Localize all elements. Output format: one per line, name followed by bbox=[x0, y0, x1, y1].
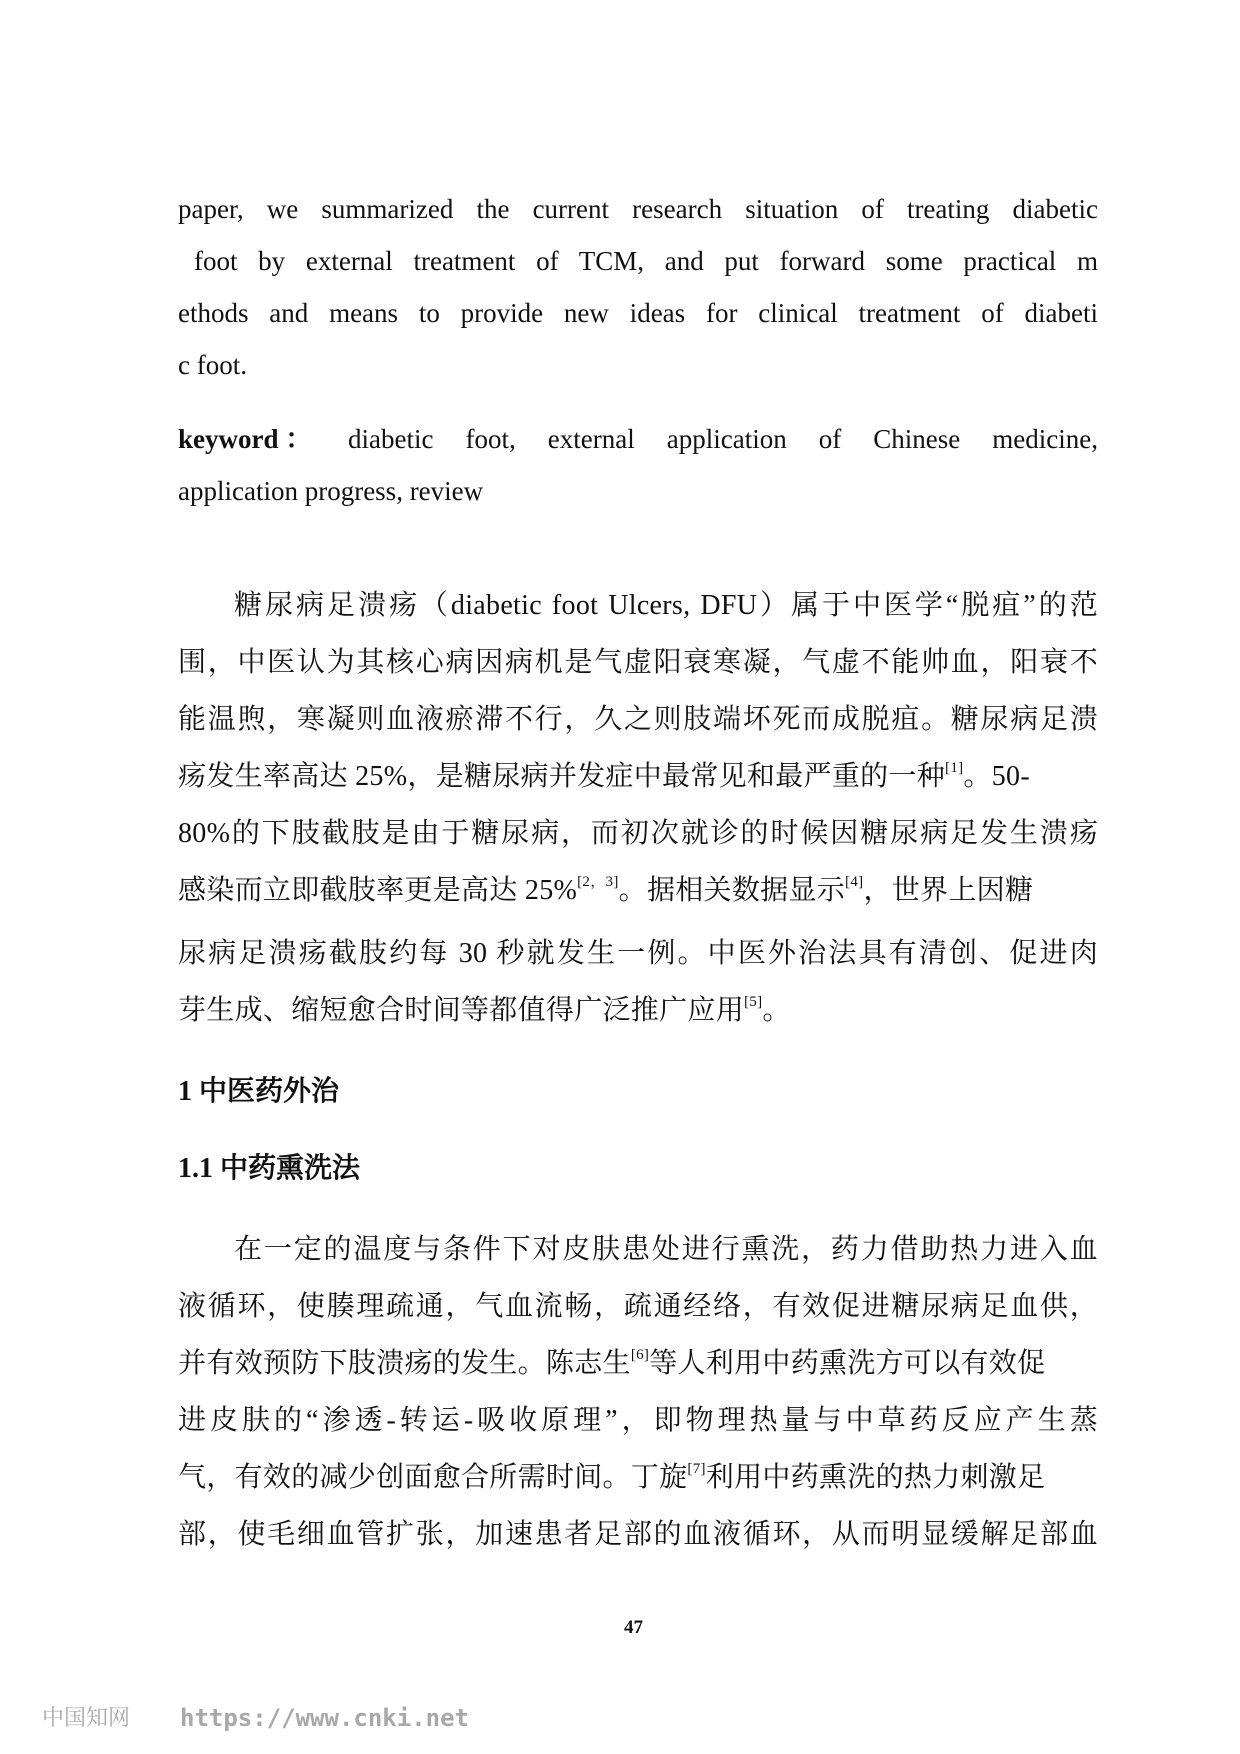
intro-line-6 bbox=[178, 874, 1098, 906]
citation-7: [7] bbox=[687, 1461, 706, 1477]
section-1-heading: 1 中医药外治 bbox=[178, 1076, 340, 1107]
section-1-1-heading: 1.1 中药熏洗法 bbox=[178, 1153, 361, 1184]
intro-line-4a: 疡发生率高达 25%，是糖尿病并发症中最常见和最严重的一种 bbox=[178, 761, 946, 792]
citation-5: [5] bbox=[744, 994, 763, 1010]
watermark-site-name: 中国知网 bbox=[42, 1706, 131, 1731]
keyword-line-1: diabetic foot, external application of Chinese medicine, bbox=[348, 424, 1098, 454]
abstract-line-4: c foot. bbox=[178, 350, 247, 380]
para11-line-5b: 利用中药熏洗的热力刺激足 bbox=[705, 1462, 1046, 1493]
intro-line-8 bbox=[178, 994, 791, 1026]
page-number: 47 bbox=[624, 1617, 643, 1638]
intro-line-2: 围，中医认为其核心病因病机是气虚阳衰寒凝，气虚不能帅血，阳衰不 bbox=[178, 647, 1098, 678]
para11-line-5a: 气，有效的减少创面愈合所需时间。丁旋 bbox=[178, 1462, 688, 1493]
intro-line-8a: 芽生成、缩短愈合时间等都值得广泛推广应用 bbox=[178, 995, 745, 1026]
para11-line-3 bbox=[178, 1347, 1098, 1379]
citation-6: [6] bbox=[630, 1347, 650, 1363]
watermark-url[interactable]: https://www.cnki.net bbox=[180, 1704, 469, 1732]
keyword-label bbox=[178, 426, 312, 453]
citation-2-3: [2，3] bbox=[577, 874, 619, 890]
intro-line-5: 80%的下肢截肢是由于糖尿病，而初次就诊的时候因糖尿病足发生溃疡 bbox=[178, 818, 1098, 849]
citation-4: [4] bbox=[845, 874, 864, 890]
para11-line-3b: 等人利用中药熏洗方可以有效促 bbox=[649, 1348, 1046, 1379]
keyword-label-text: keyword ： bbox=[178, 424, 313, 454]
abstract-line-1: paper, we summarized the current research situation of treating diabetic bbox=[178, 194, 1098, 224]
para11-line-6: 部，使毛细血管扩张，加速患者足部的血液循环，从而明显缓解足部血 bbox=[178, 1519, 1098, 1550]
para11-line-1: 在一定的温度与条件下对皮肤患处进行熏洗，药力借助热力进入血 bbox=[234, 1234, 1098, 1265]
intro-line-6a: 感染而立即截肢率更是高达 25% bbox=[178, 875, 578, 906]
keyword-line-2: application progress, review bbox=[178, 476, 484, 506]
intro-line-6b: 。据相关数据显示 bbox=[618, 875, 846, 906]
intro-line-3: 能温煦，寒凝则血液瘀滞不行，久之则肢端坏死而成脱疽。糖尿病足溃 bbox=[178, 704, 1098, 735]
para11-line-5 bbox=[178, 1461, 1098, 1493]
intro-line-8b: 。 bbox=[762, 995, 791, 1026]
intro-line-1: 糖尿病足溃疡（diabetic foot Ulcers, DFU）属于中医学“脱疽”的范 bbox=[234, 590, 1098, 621]
para11-line-2: 液循环，使腠理疏通，气血流畅，疏通经络，有效促进糖尿病足血供， bbox=[178, 1291, 1098, 1322]
intro-line-6c: ，世界上因糖 bbox=[863, 875, 1034, 906]
para11-line-3a: 并有效预防下肢溃疡的发生。陈志生 bbox=[178, 1348, 631, 1379]
intro-line-4b: 。50- bbox=[963, 761, 1030, 792]
intro-line-4 bbox=[178, 760, 1098, 792]
abstract-line-3: ethods and means to provide new ideas for clinical treatment of diabeti bbox=[178, 298, 1098, 328]
abstract-line-2: foot by external treatment of TCM, and put forward some practical m bbox=[194, 246, 1098, 276]
citation-1: [1] bbox=[945, 760, 964, 776]
intro-line-7: 尿病足溃疡截肢约每 30 秒就发生一例。中医外治法具有清创、促进肉 bbox=[178, 938, 1098, 969]
para11-line-4: 进皮肤的“渗透-转运-吸收原理”，即物理热量与中草药反应产生蒸 bbox=[178, 1405, 1098, 1436]
